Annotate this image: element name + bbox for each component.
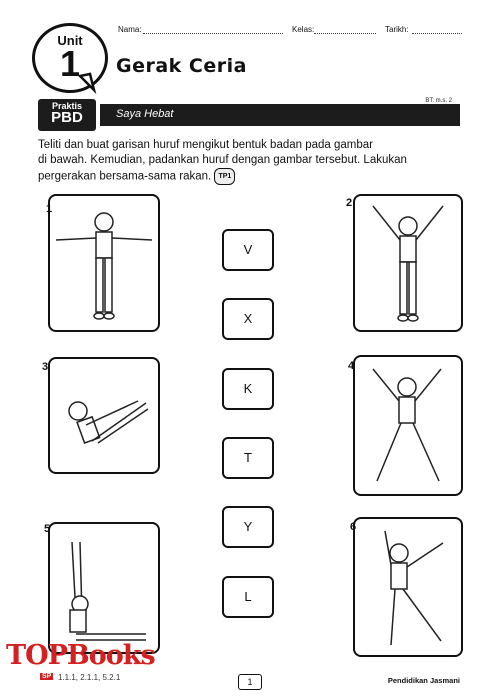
section-reference: BT: m.s. 2 bbox=[425, 98, 452, 104]
l-sit-figure bbox=[50, 524, 158, 652]
pose-card-1 bbox=[48, 194, 160, 332]
letter-box-t[interactable]: T bbox=[222, 437, 274, 479]
subject-name: Pendidikan Jasmani bbox=[387, 676, 460, 685]
sp-badge: SP bbox=[42, 673, 52, 680]
card-number-2: 2 bbox=[345, 197, 353, 209]
letter-box-l[interactable]: L bbox=[222, 576, 274, 618]
unit-label: Unit bbox=[57, 33, 83, 48]
date-label: Tarikh: bbox=[385, 25, 409, 34]
v-sit-figure bbox=[50, 359, 158, 472]
class-label: Kelas: bbox=[292, 25, 315, 34]
pbd-tag-big: PBD bbox=[51, 109, 83, 126]
card-number-4: 4 bbox=[347, 360, 355, 372]
name-field[interactable] bbox=[143, 33, 283, 34]
card-number-3: 3 bbox=[41, 361, 49, 373]
pbd-tag bbox=[38, 99, 96, 131]
card-number-1: 1 bbox=[45, 203, 53, 215]
instructions bbox=[38, 138, 463, 185]
name-label: Nama: bbox=[118, 25, 142, 34]
pose-card-4 bbox=[353, 355, 463, 496]
t-pose-figure bbox=[50, 196, 158, 330]
pose-card-3 bbox=[48, 357, 160, 474]
topbooks-logo bbox=[6, 640, 155, 671]
speech-tail-icon bbox=[78, 72, 100, 94]
unit-number: 1 bbox=[59, 43, 81, 84]
logo-part-top: TOP bbox=[6, 640, 67, 671]
letter-box-y[interactable]: Y bbox=[222, 506, 274, 548]
pose-card-2 bbox=[353, 194, 463, 332]
letter-box-k[interactable]: K bbox=[222, 368, 274, 410]
standard-codes: 1.1.1, 2.1.1, 5.2.1 bbox=[58, 673, 121, 682]
pbd-tag-small: Praktis bbox=[51, 101, 83, 111]
card-number-6: 6 bbox=[349, 521, 357, 533]
letter-box-x[interactable]: X bbox=[222, 298, 274, 340]
x-star-figure bbox=[355, 357, 461, 494]
class-field[interactable] bbox=[314, 33, 376, 34]
letter-box-v[interactable]: V bbox=[222, 229, 274, 271]
y-pose-figure bbox=[355, 196, 461, 330]
card-number-5: 5 bbox=[43, 523, 51, 535]
section-heading: Saya Hebat bbox=[116, 108, 174, 120]
pose-card-5 bbox=[48, 522, 160, 654]
instruction-line: pergerakan bersama-sama rakan. bbox=[38, 170, 212, 183]
instruction-line: di bawah. Kemudian, padankan huruf dengan gambar tersebut. Lakukan bbox=[38, 154, 407, 166]
instruction-line: Teliti dan buat garisan huruf mengikut bentuk badan pada gambar bbox=[38, 139, 374, 151]
tp-badge: TP1 bbox=[214, 168, 235, 185]
date-field[interactable] bbox=[412, 33, 462, 34]
logo-part-books: Books bbox=[66, 640, 155, 671]
page-title: Gerak Ceria bbox=[116, 55, 247, 77]
pose-card-6 bbox=[353, 517, 463, 657]
k-pose-figure bbox=[355, 519, 461, 655]
page-number: 1 bbox=[238, 674, 262, 690]
